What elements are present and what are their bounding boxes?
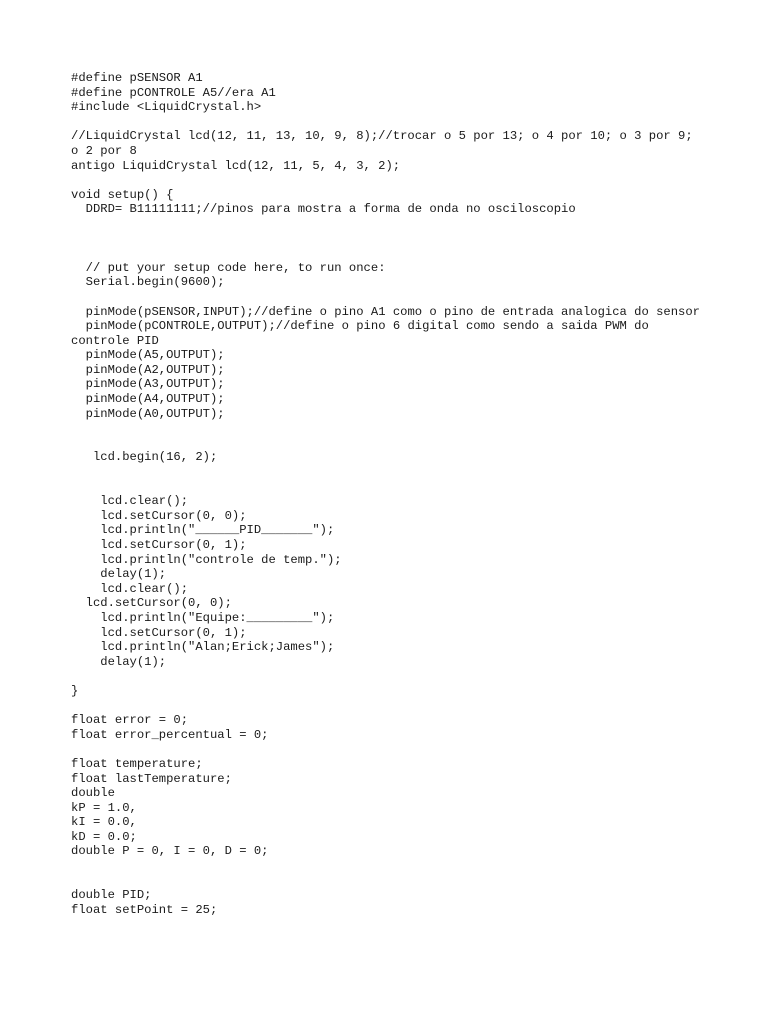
code-line [71, 436, 701, 451]
code-line: #include <LiquidCrystal.h> [71, 100, 262, 115]
code-line: lcd.setCursor(0, 0); [71, 508, 247, 523]
code-line: lcd.println("Alan;Erick;James"); [71, 640, 335, 655]
code-line: pinMode(pSENSOR,INPUT);//define o pino A1 como o pino de entrada analogica do sensor [71, 304, 700, 319]
code-line: float error_percentual = 0; [71, 727, 269, 742]
code-line: Serial.begin(9600); [71, 275, 225, 290]
code-line: float setPoint = 25; [71, 902, 218, 917]
code-line: pinMode(A3,OUTPUT); [71, 377, 225, 392]
code-line: lcd.println("Equipe:_________"); [71, 610, 335, 625]
code-line: lcd.setCursor(0, 1); [71, 625, 247, 640]
code-line: float error = 0; [71, 713, 189, 728]
code-line: pinMode(A5,OUTPUT); [71, 348, 225, 363]
code-line [71, 699, 701, 714]
code-line: void setup() { [71, 187, 174, 202]
code-line: pinMode(pCONTROLE,OUTPUT);//define o pino 6 digital como sendo a saida PWM do controle PID [71, 319, 657, 348]
code-line: lcd.begin(16, 2); [71, 450, 218, 465]
code-line: // put your setup code here, to run once: [71, 260, 386, 275]
code-line: pinMode(A0,OUTPUT); [71, 406, 225, 421]
code-line: DDRD= B11111111;//pinos para mostra a forma de onda no osciloscopio [71, 202, 576, 217]
code-line: lcd.clear(); [71, 494, 189, 509]
code-line [71, 465, 701, 480]
code-line: double PID; [71, 888, 152, 903]
code-line [71, 480, 701, 495]
code-line [71, 742, 701, 757]
code-line: } [71, 683, 79, 698]
code-line: kD = 0.0; [71, 829, 137, 844]
code-line: delay(1); [71, 567, 167, 582]
code-line [71, 173, 701, 188]
code-line: lcd.setCursor(0, 1); [71, 538, 247, 552]
code-line [71, 669, 701, 684]
code-line: #define pCONTROLE A5//era A1 [71, 85, 276, 100]
code-line: pinMode(A4,OUTPUT); [71, 392, 225, 407]
code-line: double P = 0, I = 0, D = 0; [71, 844, 269, 859]
code-line: //LiquidCrystal lcd(12, 11, 13, 10, 9, 8);//trocar o 5 por 13; o 4 por 10; o 3 por 9; o 2 por 8 [71, 129, 700, 158]
code-line: lcd.println("______PID_______"); [71, 523, 335, 538]
code-line: kP = 1.0, [71, 800, 137, 815]
code-line: float lastTemperature; [71, 771, 232, 786]
code-line: lcd.println("controle de temp."); [71, 552, 342, 567]
code-line: delay(1); [71, 654, 167, 669]
code-line [71, 115, 701, 130]
code-line: lcd.setCursor(0, 0); [71, 596, 232, 611]
code-line [71, 859, 701, 874]
code-line [71, 421, 701, 436]
code-line: pinMode(A2,OUTPUT); [71, 362, 225, 377]
code-line [71, 232, 701, 247]
code-line [71, 290, 701, 305]
code-line [71, 246, 701, 261]
code-line: double [71, 786, 115, 801]
code-line [71, 217, 701, 232]
code-line: #define pSENSOR A1 [71, 71, 203, 85]
code-line: lcd.clear(); [71, 581, 189, 596]
code-line: antigo LiquidCrystal lcd(12, 11, 5, 4, 3, 2); [71, 158, 401, 173]
code-listing [71, 71, 701, 917]
code-line: kI = 0.0, [71, 815, 137, 830]
code-line [71, 874, 701, 889]
code-line: float temperature; [71, 756, 203, 771]
